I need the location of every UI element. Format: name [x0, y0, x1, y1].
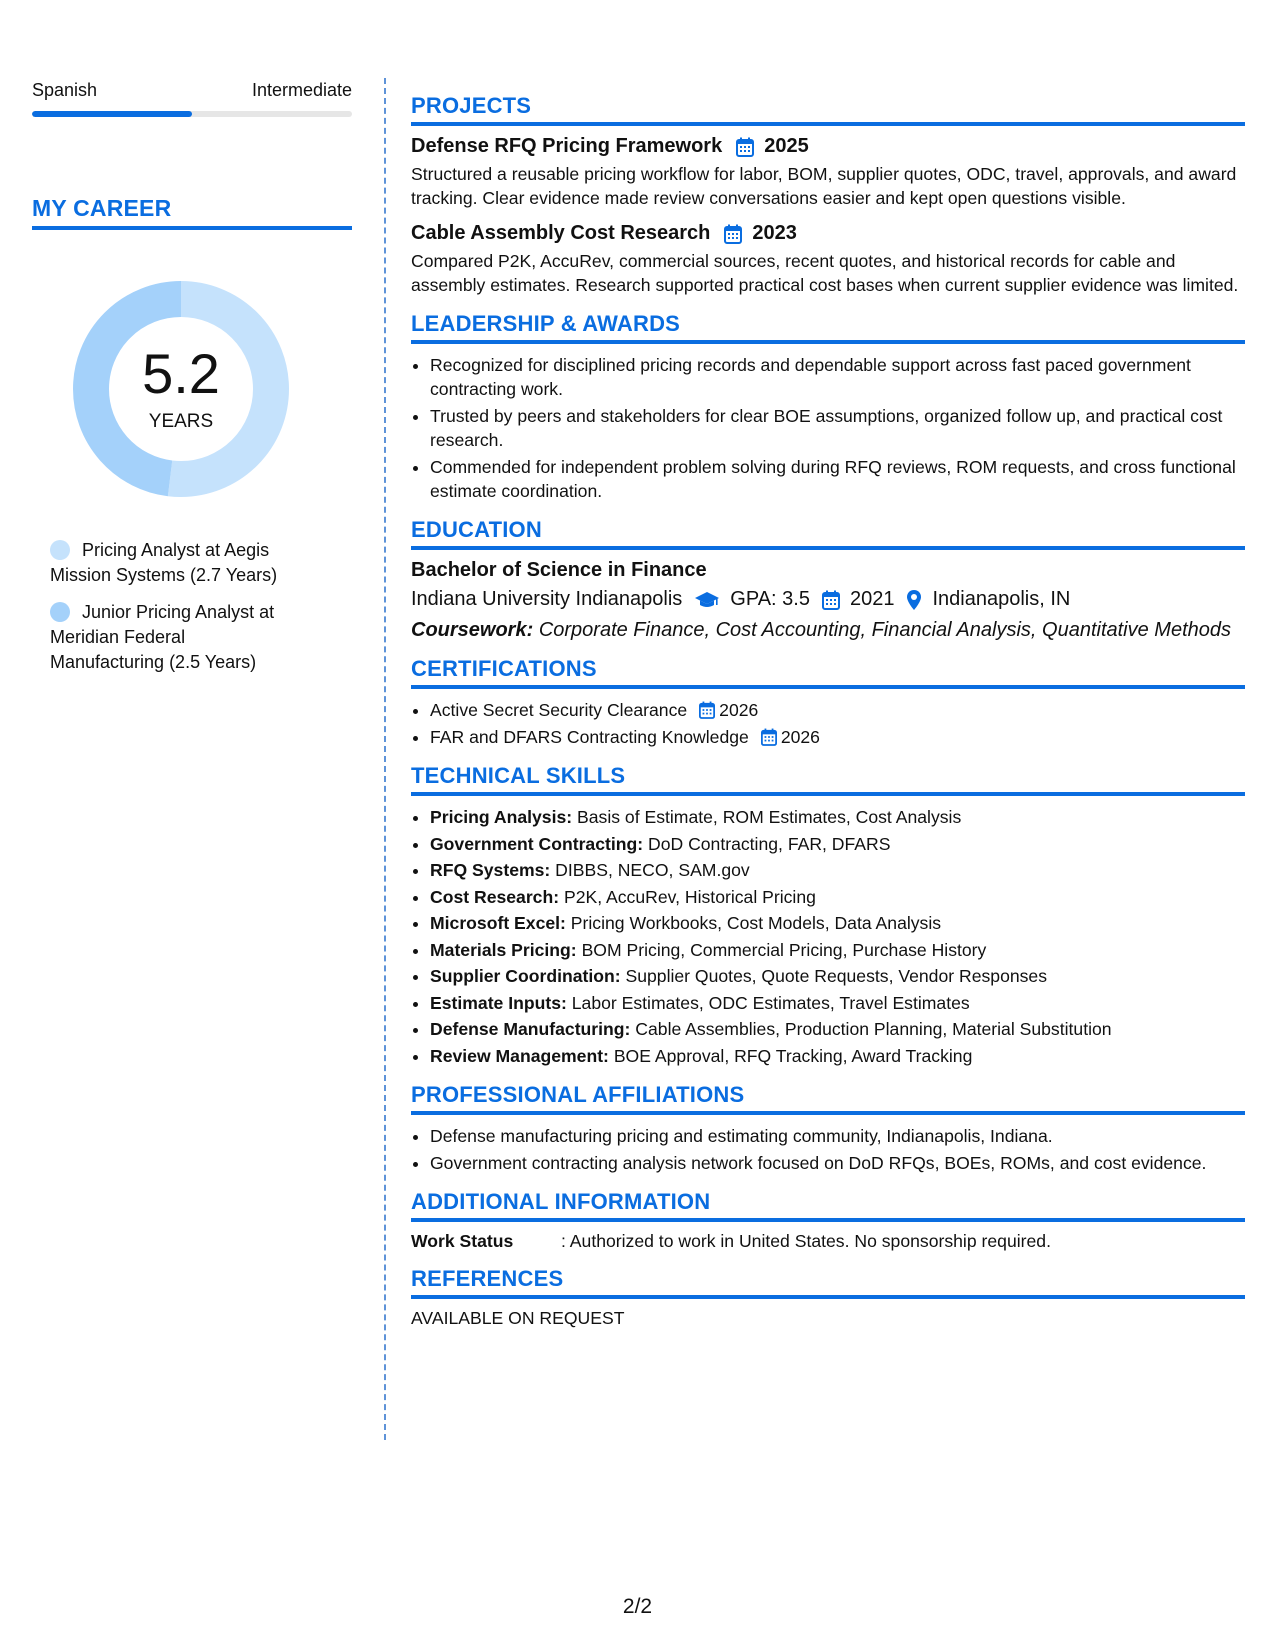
- skill-values: DIBBS, NECO, SAM.gov: [555, 860, 750, 880]
- project-description: Structured a reusable pricing workflow for labor, BOM, supplier quotes, ODC, travel, approvals, and award tracking. Clear evidence made review conversations easier and kept open questions visible.: [411, 164, 1237, 208]
- project-year: 2023: [752, 222, 797, 244]
- list-item: • Trusted by peers and stakeholders for clear BOE assumptions, organized follow up, and practical cost research.: [430, 404, 1245, 452]
- language-name: Spanish: [32, 80, 98, 100]
- language-row: [32, 80, 352, 101]
- calendar-icon: [699, 701, 715, 719]
- skill-values: Cable Assemblies, Production Planning, Material Substitution: [635, 1019, 1112, 1039]
- list-item: [430, 1017, 1245, 1041]
- skills-heading: TECHNICAL SKILLS: [411, 763, 1245, 796]
- additional-info-heading: ADDITIONAL INFORMATION: [411, 1189, 1245, 1222]
- references-heading: REFERENCES: [411, 1266, 1245, 1299]
- certifications-section: [411, 656, 1245, 749]
- coursework-list: Corporate Finance, Cost Accounting, Financial Analysis, Quantitative Methods: [538, 619, 1232, 641]
- column-divider: [384, 78, 386, 1440]
- projects-section: [411, 93, 1245, 297]
- calendar-icon: [724, 224, 742, 244]
- certification-name: • Active Secret Security Clearance: [430, 700, 688, 720]
- projects-heading: PROJECTS: [411, 93, 1245, 126]
- leadership-heading: LEADERSHIP & AWARDS: [411, 311, 1245, 344]
- skill-category: Review Management:: [430, 1045, 609, 1066]
- skill-values: Supplier Quotes, Quote Requests, Vendor Responses: [625, 966, 1048, 986]
- work-status-label: Work Status: [411, 1230, 514, 1251]
- affiliations-heading: PROFESSIONAL AFFILIATIONS: [411, 1082, 1245, 1115]
- career-legend-item: [50, 538, 302, 588]
- list-item: [430, 698, 1245, 722]
- language-level: Intermediate: [251, 80, 352, 100]
- skill-values: P2K, AccuRev, Historical Pricing: [563, 886, 816, 907]
- skill-values: Pricing Workbooks, Cost Models, Data Analysis: [570, 913, 942, 933]
- list-item: • Recognized for disciplined pricing records and dependable support across fast paced government contracting work.: [430, 353, 1245, 401]
- certification-year: 2026: [780, 727, 820, 747]
- certification-year: 2026: [719, 700, 759, 720]
- references-text: AVAILABLE ON REQUEST: [411, 1307, 625, 1328]
- education-heading: EDUCATION: [411, 517, 1245, 550]
- affiliations-section: [411, 1082, 1245, 1175]
- list-item: [430, 832, 1245, 856]
- project-description: Compared P2K, AccuRev, commercial sources, recent quotes, and historical records for cable and assembly estimates. Research supported practical cost bases when current supplier evidence was limited.: [411, 251, 1239, 295]
- education-gpa: GPA: 3.5: [730, 588, 810, 610]
- skill-category: RFQ Systems:: [430, 860, 551, 880]
- skill-category: Pricing Analysis:: [430, 807, 573, 827]
- skill-values: BOE Approval, RFQ Tracking, Award Tracking: [613, 1045, 973, 1066]
- education-year: 2021: [849, 588, 895, 610]
- certification-name: • FAR and DFARS Contracting Knowledge: [430, 727, 749, 747]
- list-item: [430, 991, 1245, 1015]
- education-location: Indianapolis, IN: [932, 588, 1071, 610]
- list-item: • Commended for independent problem solving during RFQ reviews, ROM requests, and cross functional estimate coordination.: [430, 455, 1245, 503]
- list-item: [430, 885, 1245, 909]
- project-title: [411, 222, 1245, 245]
- legend-dot-icon: [50, 540, 70, 560]
- language-proficiency-bar: [32, 111, 352, 117]
- skill-category: Defense Manufacturing:: [430, 1019, 631, 1039]
- project-name: Defense RFQ Pricing Framework: [411, 135, 723, 157]
- list-item: [430, 805, 1245, 829]
- career-donut-chart: [66, 274, 296, 504]
- education-meta: [411, 588, 1245, 611]
- education-coursework: [411, 619, 1245, 642]
- certifications-list: [411, 698, 1245, 749]
- legend-dot-icon: [50, 602, 70, 622]
- career-role-label: Junior Pricing Analyst at Meridian Federal Manufacturing (2.5 Years): [50, 602, 275, 672]
- list-item: [430, 938, 1245, 962]
- leadership-list: [411, 353, 1245, 503]
- skill-category: Materials Pricing:: [430, 939, 577, 960]
- skill-category: Microsoft Excel:: [430, 913, 566, 933]
- calendar-icon: [761, 728, 777, 746]
- skill-values: BOM Pricing, Commercial Pricing, Purchase History: [581, 939, 987, 960]
- left-column: [32, 80, 352, 687]
- education-degree: Bachelor of Science in Finance: [411, 559, 707, 581]
- list-item: [430, 725, 1245, 749]
- skill-category: Government Contracting:: [430, 833, 644, 854]
- career-role-label: Pricing Analyst at Aegis Mission Systems (2.7 Years): [50, 540, 278, 585]
- calendar-icon: [736, 137, 754, 157]
- skill-values: DoD Contracting, FAR, DFARS: [647, 833, 891, 854]
- references-section: [411, 1266, 1245, 1329]
- skills-list: [411, 805, 1245, 1068]
- page-number: 2/2: [622, 1595, 653, 1618]
- career-legend: [32, 538, 302, 675]
- list-item: [430, 911, 1245, 935]
- career-legend-item: [50, 600, 302, 675]
- skill-category: Cost Research:: [430, 886, 560, 907]
- right-column: [411, 93, 1245, 1343]
- career-total-unit: YEARS: [148, 411, 214, 432]
- work-status-row: [411, 1231, 1245, 1252]
- leadership-section: [411, 311, 1245, 503]
- list-item: [430, 964, 1245, 988]
- career-total-years: 5.2: [142, 342, 220, 405]
- list-item: [430, 1044, 1245, 1068]
- skills-section: [411, 763, 1245, 1068]
- project-year: 2025: [764, 135, 809, 157]
- graduation-cap-icon: [694, 590, 720, 610]
- project-title: [411, 135, 1245, 158]
- certifications-heading: CERTIFICATIONS: [411, 656, 1245, 689]
- project-name: Cable Assembly Cost Research: [411, 222, 711, 244]
- list-item: • Defense manufacturing pricing and estimating community, Indianapolis, Indiana.: [430, 1124, 1245, 1148]
- calendar-icon: [822, 590, 840, 610]
- education-section: [411, 517, 1245, 642]
- list-item: • Government contracting analysis network focused on DoD RFQs, BOEs, ROMs, and cost evidence.: [430, 1151, 1245, 1175]
- career-heading: MY CAREER: [32, 195, 352, 230]
- work-status-value: : Authorized to work in United States. No sponsorship required.: [561, 1230, 1051, 1251]
- language-proficiency-fill: [32, 111, 192, 117]
- coursework-label: Coursework:: [411, 619, 534, 641]
- additional-info-section: [411, 1189, 1245, 1252]
- skill-category: Supplier Coordination:: [430, 966, 621, 986]
- affiliations-list: [411, 1124, 1245, 1175]
- list-item: [430, 858, 1245, 882]
- education-school: Indiana University Indianapolis: [411, 588, 683, 610]
- skill-values: Basis of Estimate, ROM Estimates, Cost Analysis: [577, 807, 962, 827]
- location-pin-icon: [906, 589, 922, 611]
- skill-values: Labor Estimates, ODC Estimates, Travel Estimates: [571, 992, 970, 1013]
- skill-category: Estimate Inputs:: [430, 992, 567, 1013]
